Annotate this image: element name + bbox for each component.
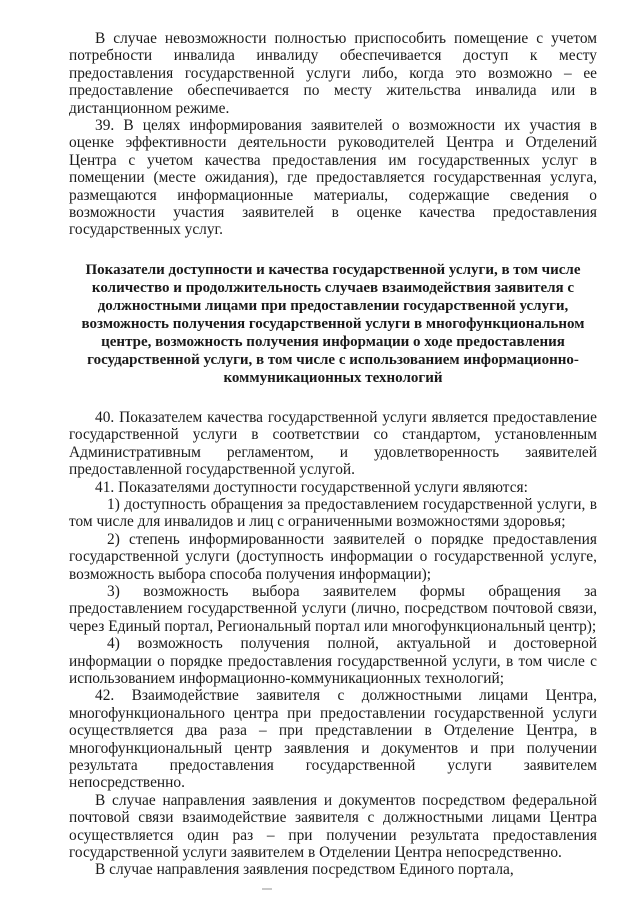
document-body [69, 30, 597, 879]
paragraph-40: 40. Показателем качества государственной услуги является предоставление государственной услуги в соответствии со стандартом, установленным Административным регламентом, и удовлетворенность заявителей предоставленной государственной услугой. [69, 408, 597, 479]
paragraph-portal: В случае направления заявления посредством Единого портала, [95, 861, 514, 879]
paragraph-postal: В случае направления заявления и документов посредством федеральной почтовой связи взаимодействие заявителя с должностными лицами Центра осуществляется один раз – при получении результата предоставления государственной услуги заявителем в Отделении Центра непосредственно. [69, 791, 597, 862]
list-item-1: 1) доступность обращения за предоставлением государственной услуги, в том числе для инвалидов и лиц с ограниченными возможностями здоровья; [69, 495, 597, 531]
list-item-4: 4) возможность получения полной, актуальной и достоверной информации о порядке предоставления государственной услуги, в том числе с использованием информационно-коммуникационных технологий; [69, 635, 597, 687]
section-heading: Показатели доступности и качества государственной услуги, в том числе количество и продолжительность случаев взаимодействия заявителя с должностными лицами при предоставлении государственной услуги, возможность получения государственной услуги в многофункциональном центре, возможность получения информации о ходе предоставления государственной услуги, в том числе с использованием информационно-коммуникационных технологий [81, 261, 585, 386]
paragraph-41: 41. Показателями доступности государственной услуги являются: [95, 478, 528, 496]
list-item-3: 3) возможность выбора заявителем формы обращения за предоставлением государственной услуги (лично, посредством почтовой связи, через Единый портал, Региональный портал или многофункциональный центр); [69, 582, 597, 635]
paragraph-39: 39. В целях информирования заявителей о возможности их участия в оценке эффективности деятельности руководителей Центра и Отделений Центра с учетом качества предоставления им государственных услуг в помещении (месте ожидания), где предоставляется государственная услуга, размещаются информационные материалы, содержащие сведения о возможности участия заявителей в оценке качества предоставления государственных услуг. [69, 117, 597, 239]
paragraph-42: 42. Взаимодействие заявителя с должностными лицами Центра, многофункционального центра при предоставлении государственной услуги осуществляется два раза – при представлении в Отделение Центра, в многофункциональный центр заявления и документов и при получении результата предоставления государственной услуги заявителем непосредственно. [69, 687, 597, 792]
paragraph-disability-access: В случае невозможности полностью приспособить помещение с учетом потребности инвалида инвалиду обеспечивается доступ к месту предоставления государственной услуги либо, когда это возможно – ее предоставление обеспечивается по месту жительства инвалида или в дистанционном режиме. [69, 30, 597, 117]
list-item-2: 2) степень информированности заявителей о порядке предоставления государственной услуги (доступность информации о государственной услуге, возможность выбора способа получения информации); [69, 530, 597, 583]
scan-mark [262, 888, 272, 890]
